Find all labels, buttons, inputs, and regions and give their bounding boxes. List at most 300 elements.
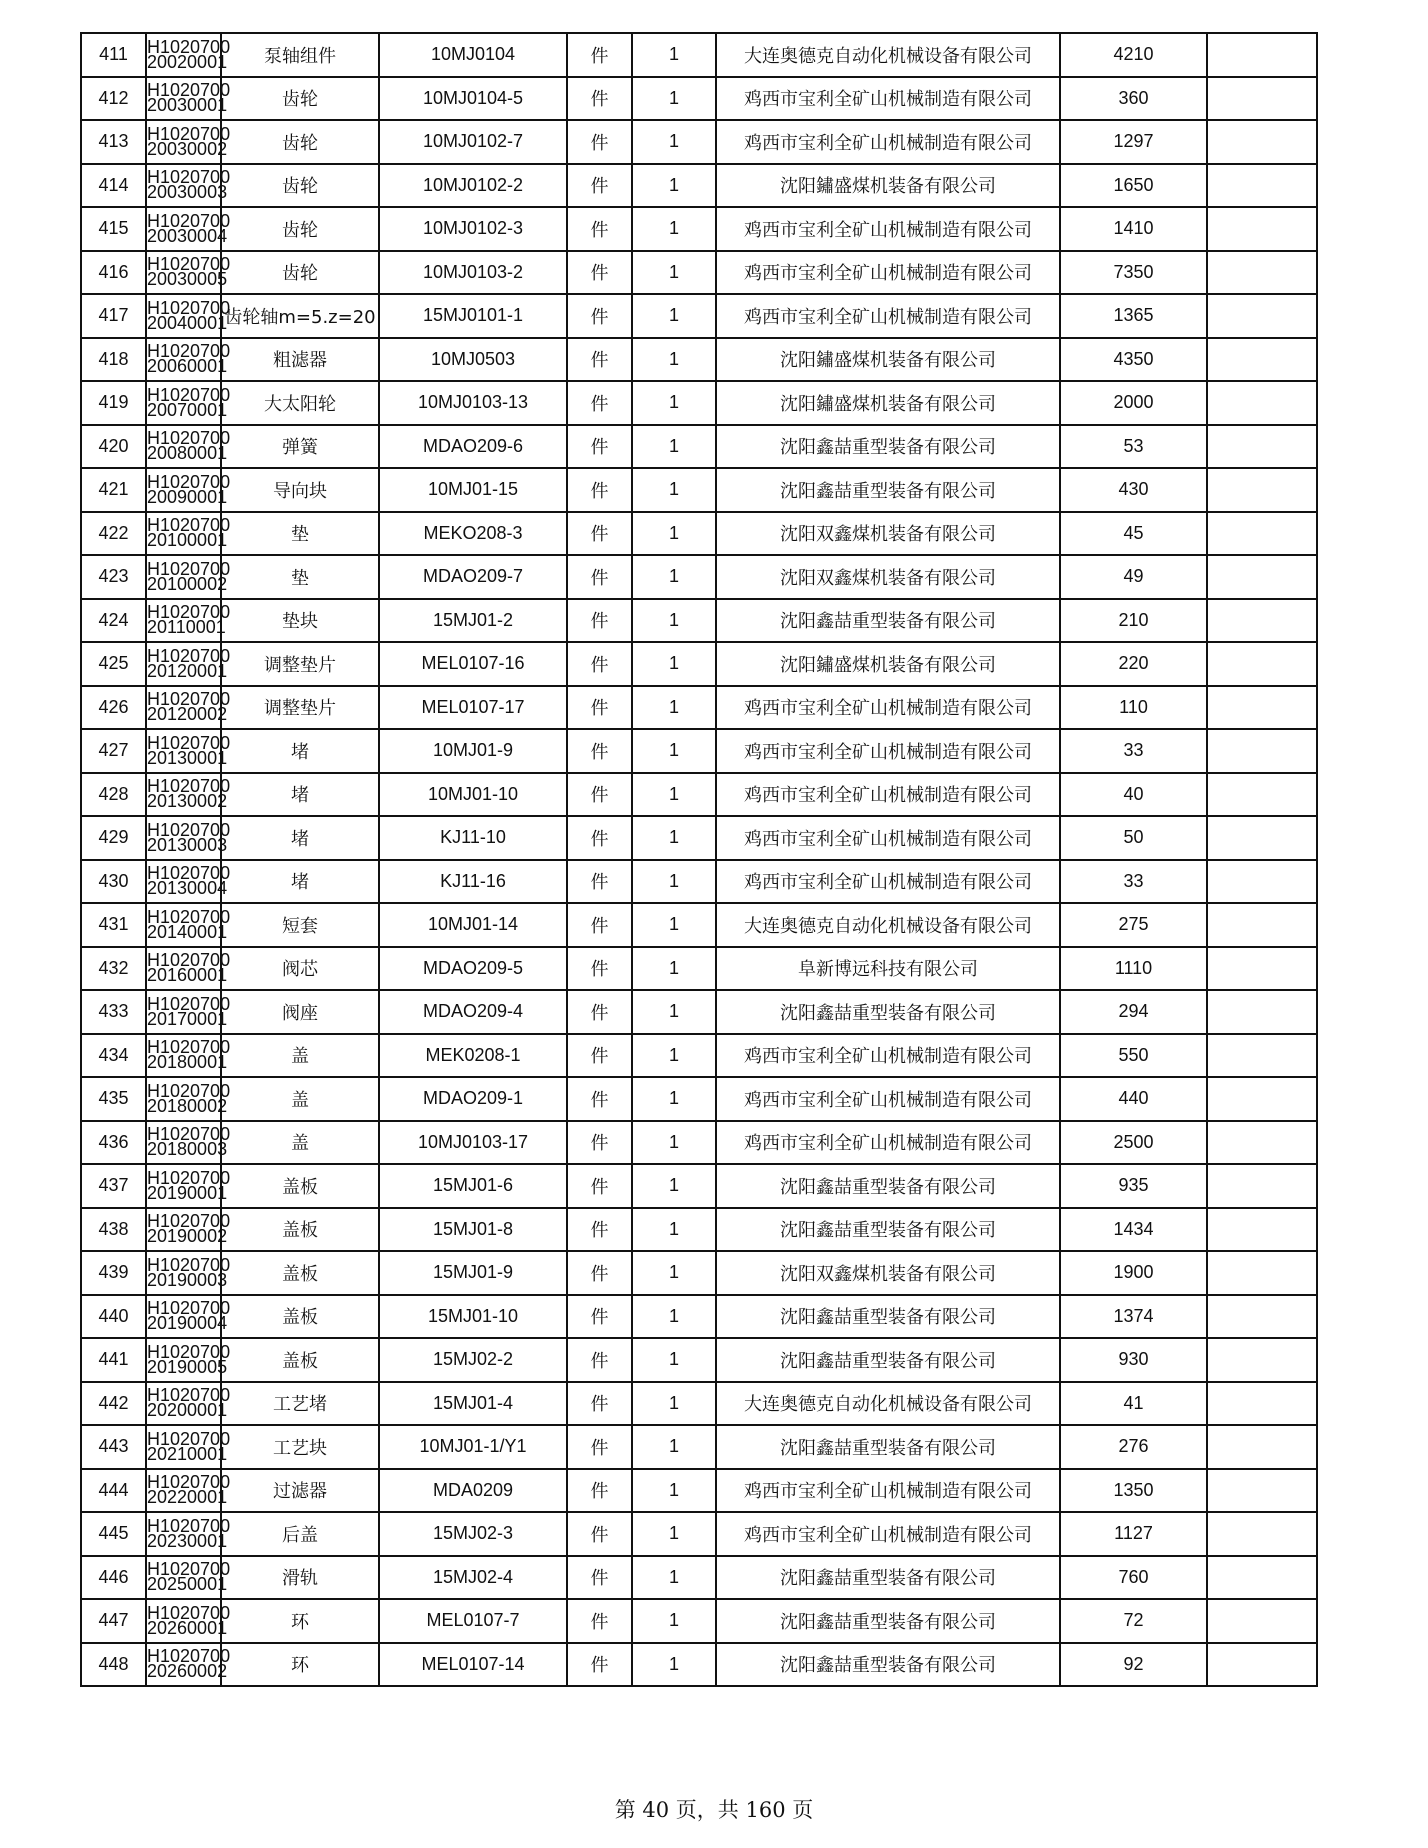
part-name-cell: 盖板 <box>221 1338 379 1382</box>
table-row <box>81 860 1317 904</box>
quantity-cell: 1 <box>632 1251 716 1295</box>
material-code-cell <box>146 816 231 860</box>
remarks-cell <box>1207 1121 1317 1165</box>
model-number-cell: 15MJ0101-1 <box>379 294 567 338</box>
part-name-cell: 齿轮 <box>221 207 379 251</box>
material-code-part: H1020700 <box>147 1124 231 1145</box>
table-row <box>81 1425 1317 1469</box>
unit-price-cell: 210 <box>1060 599 1207 643</box>
model-number-cell: 10MJ0102-2 <box>379 164 567 208</box>
quantity-cell: 1 <box>632 1469 716 1513</box>
row-number-cell: 444 <box>81 1469 146 1513</box>
row-number-cell: 428 <box>81 773 146 817</box>
quantity-cell: 1 <box>632 599 716 643</box>
supplier-name-cell: 鸡西市宝利全矿山机械制造有限公司 <box>716 773 1060 817</box>
material-code-cell <box>146 1643 231 1687</box>
unit-price-cell: 40 <box>1060 773 1207 817</box>
material-code-part: H1020700 <box>147 993 231 1014</box>
model-number-cell: MEL0107-17 <box>379 686 567 730</box>
material-code-cell <box>146 77 231 121</box>
unit-cell: 件 <box>567 120 632 164</box>
unit-price-cell: 294 <box>1060 990 1207 1034</box>
material-code-part: 20130001 <box>147 747 228 768</box>
remarks-cell <box>1207 468 1317 512</box>
material-code-part: 20190002 <box>147 1226 228 1247</box>
unit-price-cell: 360 <box>1060 77 1207 121</box>
material-code-cell <box>146 1556 231 1600</box>
remarks-cell <box>1207 381 1317 425</box>
row-number-cell: 417 <box>81 294 146 338</box>
part-name-cell: 工艺块 <box>221 1425 379 1469</box>
supplier-name-cell: 阜新博远科技有限公司 <box>716 947 1060 991</box>
material-code-part: 20060001 <box>147 356 228 377</box>
model-number-cell: 10MJ0102-7 <box>379 120 567 164</box>
material-code-part: 20070001 <box>147 399 228 420</box>
quantity-cell: 1 <box>632 903 716 947</box>
material-code-part: 20250001 <box>147 1574 228 1595</box>
row-number-cell: 440 <box>81 1295 146 1339</box>
material-code-part: H1020700 <box>147 602 231 623</box>
unit-price-cell: 92 <box>1060 1643 1207 1687</box>
unit-cell: 件 <box>567 512 632 556</box>
part-name-cell: 滑轨 <box>221 1556 379 1600</box>
quantity-cell: 1 <box>632 1077 716 1121</box>
material-code-part: H1020700 <box>147 1559 231 1580</box>
material-code-part: H1020700 <box>147 1080 231 1101</box>
table-row <box>81 164 1317 208</box>
row-number-cell: 420 <box>81 425 146 469</box>
material-code-part: 20130002 <box>147 791 228 812</box>
unit-cell: 件 <box>567 1382 632 1426</box>
table-row <box>81 294 1317 338</box>
part-name-cell: 过滤器 <box>221 1469 379 1513</box>
material-code-part: 20130004 <box>147 878 228 899</box>
material-code-cell <box>146 164 231 208</box>
table-row <box>81 33 1317 77</box>
table-row <box>81 1512 1317 1556</box>
remarks-cell <box>1207 33 1317 77</box>
row-number-cell: 424 <box>81 599 146 643</box>
part-name-cell: 齿轮 <box>221 164 379 208</box>
row-number-cell: 421 <box>81 468 146 512</box>
unit-price-cell: 440 <box>1060 1077 1207 1121</box>
material-code-part: H1020700 <box>147 1515 231 1536</box>
supplier-name-cell: 鸡西市宝利全矿山机械制造有限公司 <box>716 251 1060 295</box>
row-number-cell: 432 <box>81 947 146 991</box>
quantity-cell: 1 <box>632 1164 716 1208</box>
row-number-cell: 441 <box>81 1338 146 1382</box>
material-code-cell <box>146 338 231 382</box>
quantity-cell: 1 <box>632 729 716 773</box>
remarks-cell <box>1207 903 1317 947</box>
material-code-cell <box>146 33 231 77</box>
model-number-cell: MEL0107-14 <box>379 1643 567 1687</box>
quantity-cell: 1 <box>632 77 716 121</box>
material-code-part: 20180001 <box>147 1052 228 1073</box>
part-name-cell: 堵 <box>221 816 379 860</box>
unit-cell: 件 <box>567 1338 632 1382</box>
row-number-cell: 447 <box>81 1599 146 1643</box>
unit-price-cell: 1900 <box>1060 1251 1207 1295</box>
quantity-cell: 1 <box>632 425 716 469</box>
row-number-cell: 412 <box>81 77 146 121</box>
material-code-part: 20230001 <box>147 1530 228 1551</box>
material-code-part: H1020700 <box>147 689 231 710</box>
material-code-part: H1020700 <box>147 36 231 57</box>
quantity-cell: 1 <box>632 164 716 208</box>
material-code-cell <box>146 1034 231 1078</box>
row-number-cell: 418 <box>81 338 146 382</box>
remarks-cell <box>1207 1338 1317 1382</box>
row-number-cell: 416 <box>81 251 146 295</box>
quantity-cell: 1 <box>632 33 716 77</box>
material-code-part: H1020700 <box>147 1602 231 1623</box>
remarks-cell <box>1207 425 1317 469</box>
remarks-cell <box>1207 1034 1317 1078</box>
remarks-cell <box>1207 599 1317 643</box>
unit-price-cell: 2000 <box>1060 381 1207 425</box>
material-code-cell <box>146 1382 231 1426</box>
row-number-cell: 429 <box>81 816 146 860</box>
part-name-cell: 调整垫片 <box>221 686 379 730</box>
supplier-name-cell: 鸡西市宝利全矿山机械制造有限公司 <box>716 120 1060 164</box>
material-code-part: H1020700 <box>147 471 231 492</box>
quantity-cell: 1 <box>632 860 716 904</box>
supplier-name-cell: 大连奥德克自动化机械设备有限公司 <box>716 1382 1060 1426</box>
model-number-cell: 15MJ02-4 <box>379 1556 567 1600</box>
row-number-cell: 434 <box>81 1034 146 1078</box>
material-code-part: 20120002 <box>147 704 228 725</box>
supplier-name-cell: 鸡西市宝利全矿山机械制造有限公司 <box>716 1121 1060 1165</box>
table-row <box>81 990 1317 1034</box>
material-code-part: 20200001 <box>147 1400 228 1421</box>
material-code-part: 20180003 <box>147 1139 228 1160</box>
material-code-part: H1020700 <box>147 906 231 927</box>
row-number-cell: 431 <box>81 903 146 947</box>
part-name-cell: 调整垫片 <box>221 642 379 686</box>
material-code-cell <box>146 1425 231 1469</box>
model-number-cell: MDAO209-7 <box>379 555 567 599</box>
table-row <box>81 1164 1317 1208</box>
material-code-part: H1020700 <box>147 1254 231 1275</box>
material-code-part: 20180002 <box>147 1095 228 1116</box>
unit-price-cell: 49 <box>1060 555 1207 599</box>
unit-price-cell: 72 <box>1060 1599 1207 1643</box>
material-code-part: H1020700 <box>147 384 231 405</box>
quantity-cell: 1 <box>632 1643 716 1687</box>
remarks-cell <box>1207 729 1317 773</box>
unit-price-cell: 2500 <box>1060 1121 1207 1165</box>
material-code-part: 20190003 <box>147 1269 228 1290</box>
remarks-cell <box>1207 816 1317 860</box>
material-code-part: H1020700 <box>147 558 231 579</box>
table-row <box>81 425 1317 469</box>
material-code-cell <box>146 903 231 947</box>
quantity-cell: 1 <box>632 338 716 382</box>
unit-cell: 件 <box>567 425 632 469</box>
part-name-cell: 导向块 <box>221 468 379 512</box>
model-number-cell: 15MJ01-9 <box>379 1251 567 1295</box>
remarks-cell <box>1207 338 1317 382</box>
remarks-cell <box>1207 642 1317 686</box>
unit-price-cell: 1110 <box>1060 947 1207 991</box>
part-name-cell: 盖 <box>221 1077 379 1121</box>
model-number-cell: MEK0208-1 <box>379 1034 567 1078</box>
table-row <box>81 903 1317 947</box>
table-row <box>81 1556 1317 1600</box>
unit-price-cell: 33 <box>1060 860 1207 904</box>
model-number-cell: 10MJ01-9 <box>379 729 567 773</box>
material-code-part: 20030002 <box>147 138 228 159</box>
quantity-cell: 1 <box>632 990 716 1034</box>
part-name-cell: 堵 <box>221 860 379 904</box>
unit-price-cell: 1297 <box>1060 120 1207 164</box>
supplier-name-cell: 沈阳鑫喆重型装备有限公司 <box>716 1643 1060 1687</box>
model-number-cell: 10MJ0103-17 <box>379 1121 567 1165</box>
material-code-cell <box>146 1077 231 1121</box>
unit-price-cell: 1410 <box>1060 207 1207 251</box>
material-code-part: H1020700 <box>147 732 231 753</box>
quantity-cell: 1 <box>632 686 716 730</box>
supplier-name-cell: 沈阳鑫喆重型装备有限公司 <box>716 990 1060 1034</box>
remarks-cell <box>1207 1164 1317 1208</box>
material-code-part: H1020700 <box>147 1167 231 1188</box>
material-code-part: 20040001 <box>147 312 228 333</box>
quantity-cell: 1 <box>632 294 716 338</box>
material-code-part: H1020700 <box>147 645 231 666</box>
row-number-cell: 415 <box>81 207 146 251</box>
model-number-cell: KJ11-16 <box>379 860 567 904</box>
row-number-cell: 423 <box>81 555 146 599</box>
material-code-cell <box>146 773 231 817</box>
row-number-cell: 422 <box>81 512 146 556</box>
table-row <box>81 599 1317 643</box>
quantity-cell: 1 <box>632 251 716 295</box>
unit-cell: 件 <box>567 207 632 251</box>
remarks-cell <box>1207 512 1317 556</box>
unit-price-cell: 1365 <box>1060 294 1207 338</box>
unit-cell: 件 <box>567 1599 632 1643</box>
quantity-cell: 1 <box>632 468 716 512</box>
model-number-cell: 10MJ0103-2 <box>379 251 567 295</box>
material-code-part: 20120001 <box>147 660 228 681</box>
remarks-cell <box>1207 294 1317 338</box>
supplier-name-cell: 沈阳鑫喆重型装备有限公司 <box>716 425 1060 469</box>
material-code-cell <box>146 1208 231 1252</box>
table-row <box>81 512 1317 556</box>
model-number-cell: MEKO208-3 <box>379 512 567 556</box>
quantity-cell: 1 <box>632 207 716 251</box>
supplier-name-cell: 鸡西市宝利全矿山机械制造有限公司 <box>716 77 1060 121</box>
material-code-part: 20020001 <box>147 51 228 72</box>
row-number-cell: 442 <box>81 1382 146 1426</box>
row-number-cell: 438 <box>81 1208 146 1252</box>
material-code-part: H1020700 <box>147 254 231 275</box>
row-number-cell: 439 <box>81 1251 146 1295</box>
part-name-cell: 盖 <box>221 1034 379 1078</box>
material-code-part: 20220001 <box>147 1487 228 1508</box>
remarks-cell <box>1207 1425 1317 1469</box>
unit-price-cell: 53 <box>1060 425 1207 469</box>
unit-cell: 件 <box>567 164 632 208</box>
quantity-cell: 1 <box>632 1425 716 1469</box>
unit-cell: 件 <box>567 1469 632 1513</box>
parts-table <box>80 32 1318 1687</box>
material-code-part: H1020700 <box>147 297 231 318</box>
supplier-name-cell: 鸡西市宝利全矿山机械制造有限公司 <box>716 686 1060 730</box>
unit-price-cell: 275 <box>1060 903 1207 947</box>
row-number-cell: 411 <box>81 33 146 77</box>
material-code-cell <box>146 947 231 991</box>
table-row <box>81 729 1317 773</box>
quantity-cell: 1 <box>632 642 716 686</box>
remarks-cell <box>1207 164 1317 208</box>
unit-cell: 件 <box>567 555 632 599</box>
unit-price-cell: 1127 <box>1060 1512 1207 1556</box>
supplier-name-cell: 沈阳鑫喆重型装备有限公司 <box>716 1295 1060 1339</box>
remarks-cell <box>1207 1077 1317 1121</box>
remarks-cell <box>1207 1643 1317 1687</box>
material-code-cell <box>146 381 231 425</box>
unit-cell: 件 <box>567 468 632 512</box>
unit-cell: 件 <box>567 338 632 382</box>
unit-cell: 件 <box>567 903 632 947</box>
row-number-cell: 427 <box>81 729 146 773</box>
unit-price-cell: 935 <box>1060 1164 1207 1208</box>
quantity-cell: 1 <box>632 1121 716 1165</box>
supplier-name-cell: 鸡西市宝利全矿山机械制造有限公司 <box>716 1034 1060 1078</box>
table-row <box>81 338 1317 382</box>
model-number-cell: 15MJ01-6 <box>379 1164 567 1208</box>
remarks-cell <box>1207 773 1317 817</box>
table-row <box>81 77 1317 121</box>
part-name-cell: 工艺堵 <box>221 1382 379 1426</box>
unit-cell: 件 <box>567 642 632 686</box>
unit-cell: 件 <box>567 381 632 425</box>
material-code-cell <box>146 729 231 773</box>
table-row <box>81 773 1317 817</box>
unit-price-cell: 33 <box>1060 729 1207 773</box>
supplier-name-cell: 沈阳双鑫煤机装备有限公司 <box>716 1251 1060 1295</box>
unit-cell: 件 <box>567 1164 632 1208</box>
remarks-cell <box>1207 207 1317 251</box>
supplier-name-cell: 沈阳鏽盛煤机装备有限公司 <box>716 164 1060 208</box>
material-code-part: H1020700 <box>147 1298 231 1319</box>
table-row <box>81 1338 1317 1382</box>
unit-price-cell: 110 <box>1060 686 1207 730</box>
unit-cell: 件 <box>567 251 632 295</box>
table-row <box>81 1599 1317 1643</box>
table-row <box>81 947 1317 991</box>
remarks-cell <box>1207 990 1317 1034</box>
supplier-name-cell: 沈阳鑫喆重型装备有限公司 <box>716 599 1060 643</box>
material-code-cell <box>146 1121 231 1165</box>
part-name-cell: 环 <box>221 1643 379 1687</box>
remarks-cell <box>1207 686 1317 730</box>
supplier-name-cell: 大连奥德克自动化机械设备有限公司 <box>716 33 1060 77</box>
material-code-part: 20130003 <box>147 834 228 855</box>
part-name-cell: 齿轮轴m=5.z=20 <box>221 294 379 338</box>
material-code-cell <box>146 468 231 512</box>
row-number-cell: 446 <box>81 1556 146 1600</box>
material-code-part: H1020700 <box>147 123 231 144</box>
model-number-cell: 15MJ02-2 <box>379 1338 567 1382</box>
material-code-part: H1020700 <box>147 819 231 840</box>
remarks-cell <box>1207 1512 1317 1556</box>
unit-price-cell: 4350 <box>1060 338 1207 382</box>
supplier-name-cell: 沈阳鑫喆重型装备有限公司 <box>716 1556 1060 1600</box>
model-number-cell: 10MJ0104 <box>379 33 567 77</box>
row-number-cell: 437 <box>81 1164 146 1208</box>
remarks-cell <box>1207 1208 1317 1252</box>
table-row <box>81 251 1317 295</box>
material-code-part: H1020700 <box>147 776 231 797</box>
remarks-cell <box>1207 1251 1317 1295</box>
material-code-part: 20210001 <box>147 1443 228 1464</box>
material-code-cell <box>146 686 231 730</box>
remarks-cell <box>1207 1295 1317 1339</box>
material-code-part: H1020700 <box>147 1211 231 1232</box>
supplier-name-cell: 鸡西市宝利全矿山机械制造有限公司 <box>716 1077 1060 1121</box>
supplier-name-cell: 沈阳鑫喆重型装备有限公司 <box>716 1599 1060 1643</box>
material-code-part: 20190005 <box>147 1356 228 1377</box>
unit-cell: 件 <box>567 686 632 730</box>
material-code-part: H1020700 <box>147 950 231 971</box>
unit-price-cell: 50 <box>1060 816 1207 860</box>
unit-cell: 件 <box>567 1556 632 1600</box>
unit-cell: 件 <box>567 1512 632 1556</box>
material-code-cell <box>146 1251 231 1295</box>
part-name-cell: 堵 <box>221 729 379 773</box>
supplier-name-cell: 鸡西市宝利全矿山机械制造有限公司 <box>716 1469 1060 1513</box>
quantity-cell: 1 <box>632 512 716 556</box>
row-number-cell: 414 <box>81 164 146 208</box>
unit-price-cell: 1434 <box>1060 1208 1207 1252</box>
model-number-cell: MDAO209-4 <box>379 990 567 1034</box>
material-code-part: 20260001 <box>147 1617 228 1638</box>
part-name-cell: 盖 <box>221 1121 379 1165</box>
material-code-part: 20170001 <box>147 1008 228 1029</box>
unit-cell: 件 <box>567 816 632 860</box>
quantity-cell: 1 <box>632 947 716 991</box>
model-number-cell: MDAO209-1 <box>379 1077 567 1121</box>
unit-cell: 件 <box>567 947 632 991</box>
material-code-part: H1020700 <box>147 515 231 536</box>
model-number-cell: 10MJ0104-5 <box>379 77 567 121</box>
table-row <box>81 381 1317 425</box>
table-body <box>81 33 1317 1686</box>
unit-price-cell: 220 <box>1060 642 1207 686</box>
row-number-cell: 425 <box>81 642 146 686</box>
row-number-cell: 436 <box>81 1121 146 1165</box>
table-row <box>81 1034 1317 1078</box>
material-code-cell <box>146 120 231 164</box>
remarks-cell <box>1207 860 1317 904</box>
supplier-name-cell: 沈阳鑫喆重型装备有限公司 <box>716 1338 1060 1382</box>
supplier-name-cell: 沈阳鏽盛煤机装备有限公司 <box>716 338 1060 382</box>
part-name-cell: 后盖 <box>221 1512 379 1556</box>
material-code-part: 20260002 <box>147 1661 228 1682</box>
table-row <box>81 642 1317 686</box>
unit-cell: 件 <box>567 1295 632 1339</box>
row-number-cell: 443 <box>81 1425 146 1469</box>
part-name-cell: 弹簧 <box>221 425 379 469</box>
material-code-part: 20030003 <box>147 182 228 203</box>
material-code-part: H1020700 <box>147 1428 231 1449</box>
unit-cell: 件 <box>567 860 632 904</box>
unit-cell: 件 <box>567 773 632 817</box>
material-code-part: 20190004 <box>147 1313 228 1334</box>
